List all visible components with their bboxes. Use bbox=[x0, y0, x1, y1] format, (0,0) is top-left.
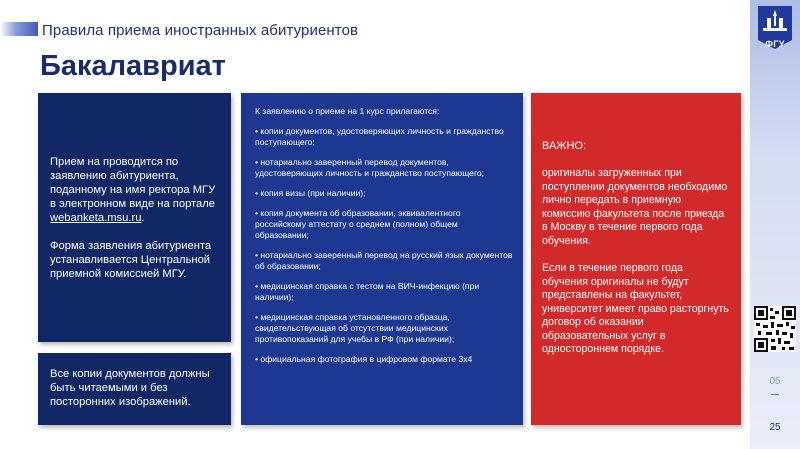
list-item: • нотариально заверенный перевод документов, удостоверяющих личность и гражданство поступающего; bbox=[255, 157, 485, 178]
important-heading: ВАЖНО: bbox=[542, 140, 587, 152]
documents-lead: К заявлению о приеме на 1 курс прилагаются: bbox=[255, 106, 440, 116]
page-current: 05 bbox=[769, 376, 781, 387]
important-originals-text: оригиналы загруженных при поступлении документов необходимо лично передать в приемную комиссию факультета после приезда в Москву в течение первого года обучения. bbox=[542, 167, 728, 247]
university-logo bbox=[756, 4, 794, 50]
important-contract-text: Если в течение первого года обучения оригиналы не будут представлены на факультет, университет имеет право расторгнуть договор об оказании образовательных услуг в одностороннем порядке. bbox=[542, 262, 729, 355]
list-item: • медицинская справка установленного образца, свидетельствующая об отсутствии медицинских противопоказаний для учебы в РФ (при наличии); bbox=[255, 312, 455, 344]
list-item: • копии документов, удостоверяющих личность и гражданство поступающего; bbox=[255, 126, 504, 147]
copies-note-text: Все копии документов должны быть читаемыми и без посторонних изображений. bbox=[50, 368, 210, 408]
list-item: • медицинская справка с тестом на ВИЧ-инфекцию (при наличии); bbox=[255, 281, 480, 302]
list-item: • официальная фотография в цифровом формате 3х4 bbox=[255, 354, 473, 364]
logo-text: ФГУ bbox=[765, 39, 785, 49]
page-total: 25 bbox=[769, 422, 781, 433]
section-title: Правила приема иностранных абитуриентов bbox=[42, 22, 359, 39]
list-item: • нотариально заверенный перевод на русский язык документов об образовании; bbox=[255, 250, 513, 271]
copies-note-card bbox=[38, 353, 231, 425]
documents-list-card bbox=[241, 93, 523, 425]
list-item: • копия документа об образовании, эквивалентного российскому аттестату о среднем (полном) общем образовании; bbox=[255, 208, 461, 240]
qr-code[interactable] bbox=[754, 306, 796, 352]
application-text-end: . bbox=[141, 212, 145, 224]
application-text: Прием на проводится по заявлению абитуриента, поданному на имя ректора МГУ в электронном виде на портале bbox=[50, 156, 216, 210]
page-separator bbox=[771, 394, 779, 395]
list-item: • копия визы (при наличии); bbox=[255, 188, 366, 198]
documents-list bbox=[255, 126, 513, 365]
application-paragraph bbox=[50, 155, 223, 225]
header-accent-bar bbox=[0, 22, 38, 36]
important-notice-card bbox=[531, 93, 741, 425]
qr-code-icon bbox=[754, 306, 796, 352]
page-title: Бакалавриат bbox=[40, 50, 226, 82]
application-info-card bbox=[38, 93, 231, 342]
portal-link[interactable]: webanketa.msu.ru bbox=[50, 212, 142, 224]
application-form-paragraph: Форма заявления абитуриента устанавливается Центральной приемной комиссией МГУ. bbox=[50, 240, 212, 280]
